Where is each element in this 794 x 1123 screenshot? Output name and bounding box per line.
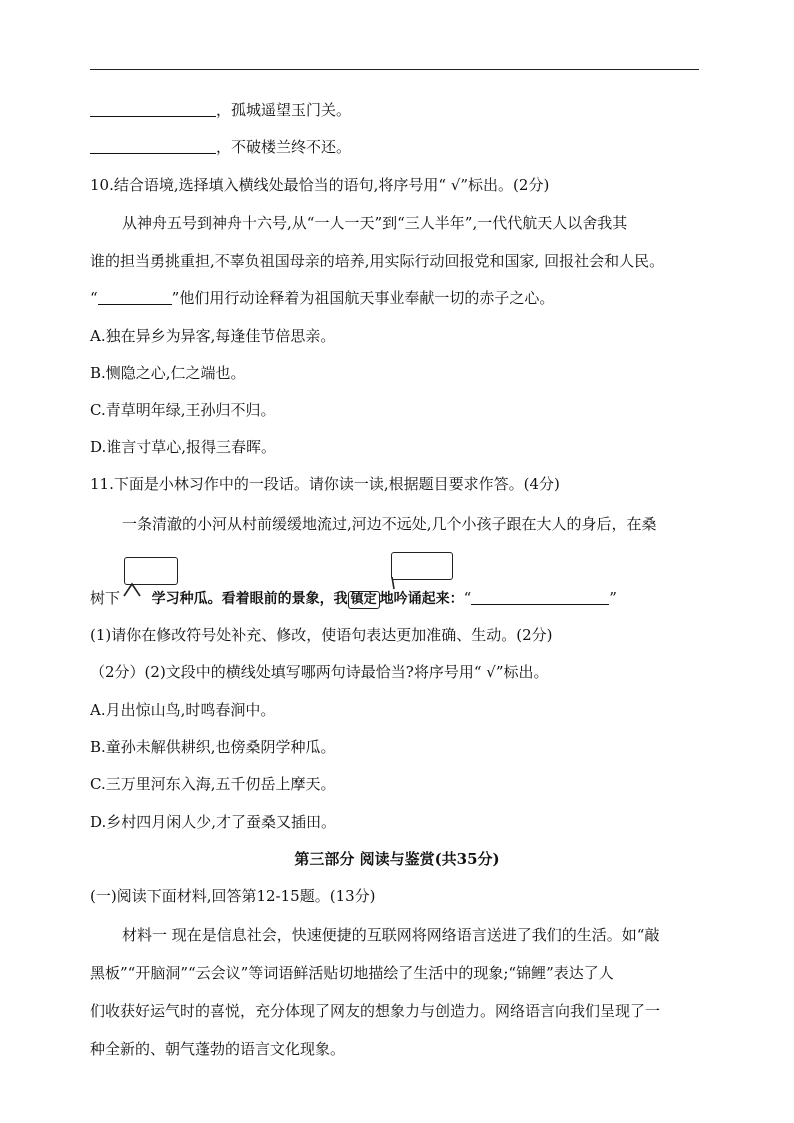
section-1-title: (一)阅读下面材料,回答第12-15题。(13分): [90, 887, 376, 905]
option-b[interactable]: B.恻隐之心,仁之端也。: [90, 364, 246, 382]
material-1-line: 黑板”“开脑洞”“云会议”等词语鲜活贴切地描绘了生活中的现象;“锦鲤”表达了人: [90, 964, 614, 982]
poem-line-2: ，不破楼兰终不还。: [90, 137, 351, 157]
question-11-title: 11.下面是小林习作中的一段话。请你读一读,根据题目要求作答。(4分): [90, 475, 560, 493]
option-d[interactable]: D.乡村四月闲人少,才了蚕桑又插田。: [90, 813, 337, 831]
option-a[interactable]: A.月出惊山鸟,时鸣春涧中。: [90, 701, 276, 719]
answer-blank[interactable]: [471, 588, 609, 605]
option-a[interactable]: A.独在异乡为异客,每逢佳节倍思亲。: [90, 327, 336, 345]
answer-blank[interactable]: [90, 100, 216, 117]
q10-paragraph-line: “ ”他们用行动诠释着为祖国航天事业奉献一切的赤子之心。: [90, 289, 555, 307]
answer-blank[interactable]: [90, 137, 216, 154]
option-b[interactable]: B.童孙未解供耕织,也傍桑阴学种瓜。: [90, 738, 336, 756]
replace-mark-box[interactable]: [391, 552, 453, 580]
q10-paragraph-line: 从神舟五号到神舟十六号,从“一人一天”到“三人半年”,一代代航天人以舍我其: [122, 214, 628, 232]
poem-line-1: ，孤城遥望玉门关。: [90, 100, 351, 120]
q11-paragraph-line: 一条清澈的小河从村前缓缓地流过,河边不远处,几个小孩子跟在大人的身后，在桑: [122, 515, 657, 533]
q10-paragraph-line: 谁的担当勇挑重担,不辜负祖国母亲的培养,用实际行动回报党和国家, 回报社会和人民。: [90, 252, 665, 270]
option-c[interactable]: C.青草明年绿,王孙归不归。: [90, 401, 276, 419]
material-1-line: 材料一 现在是信息社会，快速便捷的互联网将网络语言送进了我们的生活。如“敲: [122, 926, 660, 944]
material-1-line: 们收获好运气时的喜悦，充分体现了网友的想象力与创造力。网络语言向我们呈现了一: [90, 1002, 661, 1020]
q11-subquestion-2: （2分）(2)文段中的横线处填写哪两句诗最恰当?将序号用“ √”标出。: [90, 663, 549, 681]
option-d[interactable]: D.谁言寸草心,报得三春晖。: [90, 438, 277, 456]
option-c[interactable]: C.三万里河东入海,五千仞岳上摩天。: [90, 775, 336, 793]
insert-mark-box[interactable]: [124, 557, 178, 585]
answer-blank[interactable]: [98, 288, 172, 305]
q11-subquestion-1: (1)请你在修改符号处补充、修改，使语句表达更加准确、生动。(2分): [90, 626, 553, 644]
material-1-line: 种全新的、朝气蓬勃的语言文化现象。: [90, 1040, 346, 1058]
question-10-title: 10.结合语境,选择填入横线处最恰当的语句,将序号用“ √”标出。(2分): [90, 176, 550, 194]
part-3-heading: 第三部分 阅读与鉴赏(共35分): [294, 850, 500, 868]
edited-word-box[interactable]: 镇定: [348, 591, 380, 609]
header-rule: [90, 69, 699, 70]
q11-paragraph-line-2: 树下 学习种瓜。看着眼前的景象，我 镇定 地吟诵起来：“ ”: [90, 589, 617, 607]
